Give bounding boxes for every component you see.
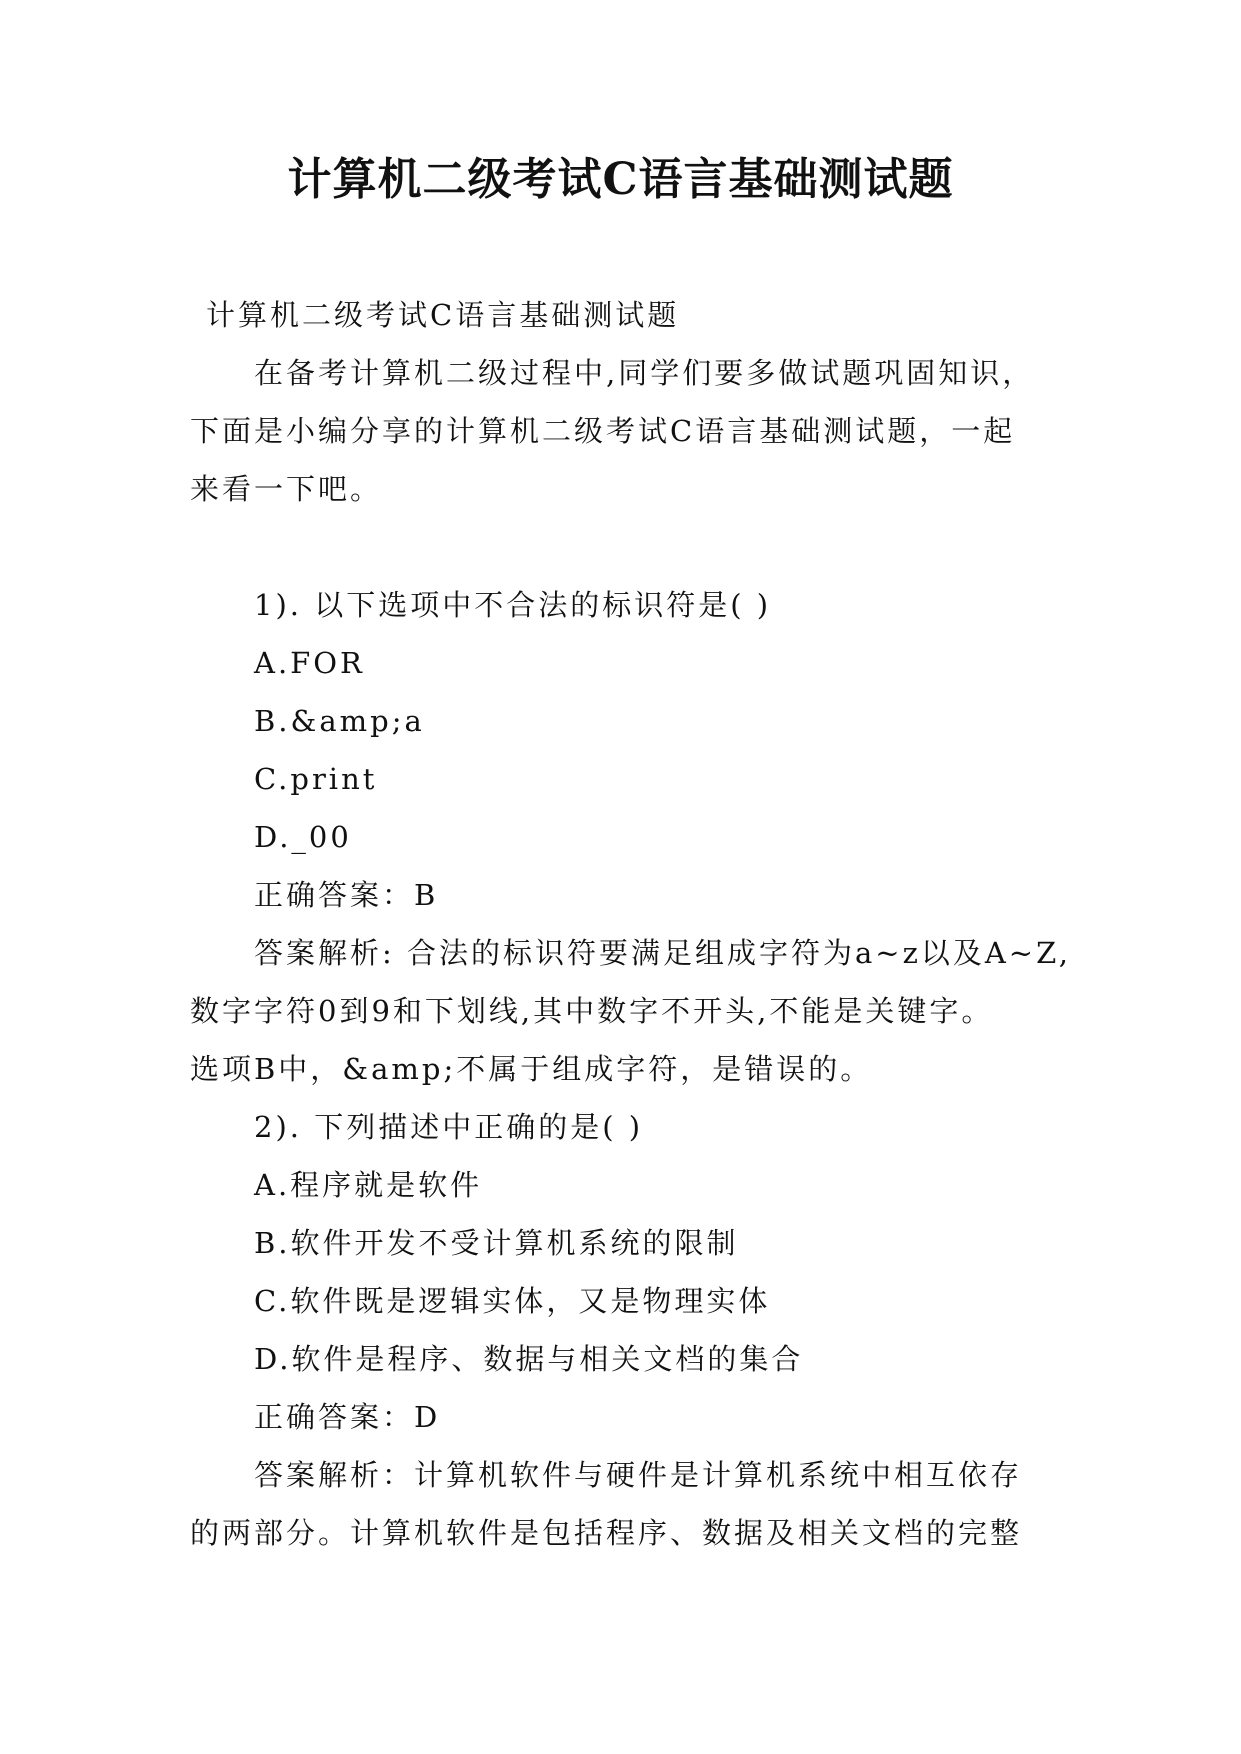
intro-line-3: 来看一下吧。	[190, 472, 383, 506]
q1-option-a: A.FOR	[254, 646, 365, 680]
q2-explanation-line-1: 答案解析：计算机软件与硬件是计算机系统中相互依存	[254, 1458, 1023, 1492]
intro-line-1: 在备考计算机二级过程中,同学们要多做试题巩固知识，	[254, 356, 1035, 390]
q1-option-b: B.&amp;a	[254, 704, 425, 738]
intro-line-2: 下面是小编分享的计算机二级考试C语言基础测试题，一起	[190, 414, 1016, 448]
q2-explanation-line-2: 的两部分。计算机软件是包括程序、数据及相关文档的完整	[190, 1516, 1023, 1550]
q1-option-c: C.print	[254, 762, 378, 796]
q1-option-d: D._00	[254, 820, 352, 854]
paragraph-gap	[190, 518, 1070, 576]
q2-option-d: D.软件是程序、数据与相关文档的集合	[254, 1342, 804, 1376]
document-title: 计算机二级考试C语言基础测试题	[287, 154, 954, 205]
q1-explanation-line-3: 选项B中，&amp;不属于组成字符，是错误的。	[190, 1052, 873, 1086]
q2-answer: 正确答案：D	[254, 1400, 441, 1434]
q1-answer: 正确答案：B	[254, 878, 439, 912]
subtitle: 计算机二级考试C语言基础测试题	[206, 298, 680, 332]
q2-option-a: A.程序就是软件	[254, 1168, 483, 1202]
q2-option-c: C.软件既是逻辑实体，又是物理实体	[254, 1284, 771, 1318]
q1-explanation-line-2: 数字字符0到9和下划线,其中数字不开头,不能是关键字。	[190, 994, 994, 1028]
q2-option-b: B.软件开发不受计算机系统的限制	[254, 1226, 739, 1260]
q1-question: 1). 以下选项中不合法的标识符是( )	[254, 588, 772, 622]
q1-explanation-line-1: 答案解析: 合法的标识符要满足组成字符为a~z以及A~Z,	[254, 936, 1071, 970]
q2-question: 2). 下列描述中正确的是( )	[254, 1110, 644, 1144]
document-body	[190, 286, 1070, 1562]
